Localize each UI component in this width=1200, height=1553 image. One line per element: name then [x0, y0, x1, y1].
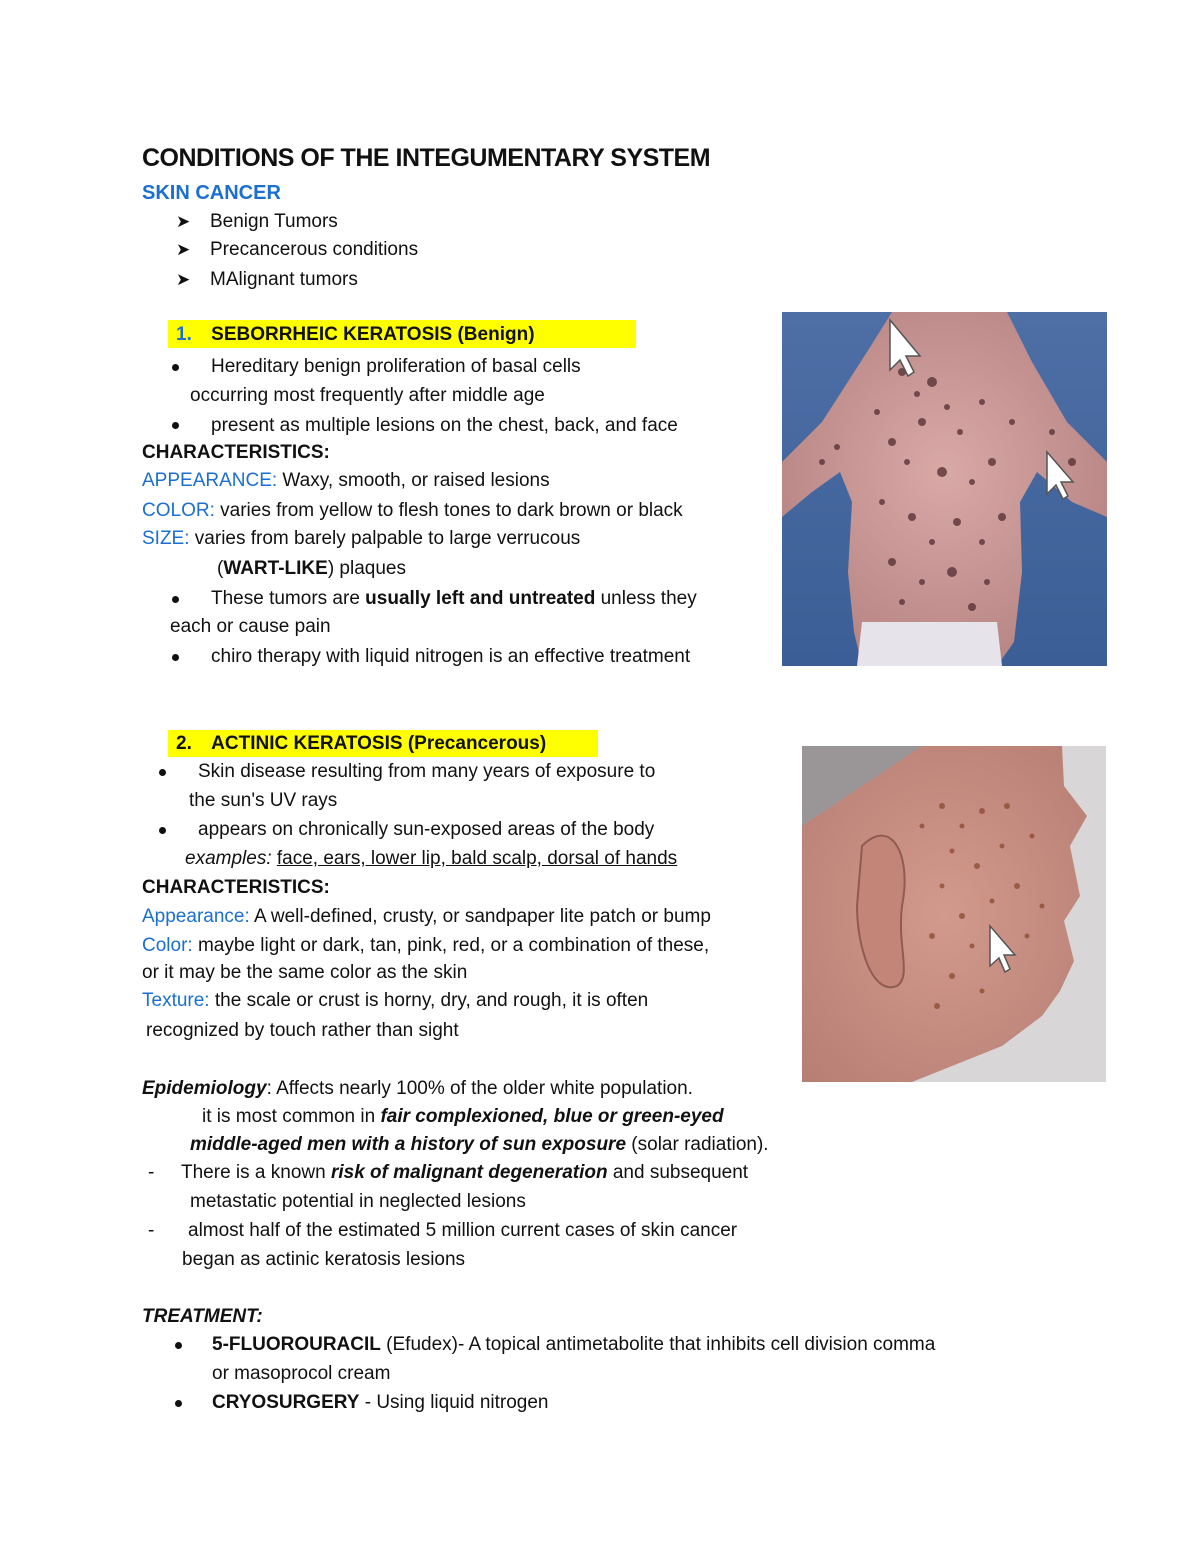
size-row-cont — [217, 557, 406, 581]
text-span: it is most common in — [202, 1106, 381, 1127]
arrow-bullet-icon: ➤ — [176, 270, 191, 289]
dash-bullet: - — [148, 1162, 155, 1183]
seborrheic-photo-svg — [782, 312, 1107, 666]
text-span: (solar radiation). — [626, 1134, 769, 1155]
treatment-item — [212, 1333, 935, 1357]
section-title: SEBORRHEIC KERATOSIS — [211, 324, 453, 345]
plaques-text: ) plaques — [327, 558, 406, 579]
characteristics-label: CHARACTERISTICS: — [142, 877, 330, 898]
epidemiology-line — [202, 1105, 724, 1129]
size-row — [142, 527, 580, 551]
arrow-bullet-icon: ➤ — [176, 240, 191, 259]
section-qualifier: (Precancerous) — [407, 733, 547, 754]
epidemiology-item: almost half of the estimated 5 million current cases of skin cancer — [188, 1220, 738, 1241]
color-row — [142, 934, 709, 958]
bullet-text-cont: each or cause pain — [170, 616, 331, 637]
drug-name: 5-FLUOROURACIL — [212, 1334, 381, 1355]
paren-open: ( — [217, 558, 224, 579]
bullet-icon — [159, 827, 166, 834]
bullet-text: present as multiple lesions on the chest, back, and face — [211, 415, 678, 436]
bullet-icon — [172, 596, 179, 603]
examples-row — [185, 847, 677, 871]
bullet-icon — [172, 654, 179, 661]
epidemiology-text: : Affects nearly 100% of the older white population. — [266, 1078, 693, 1099]
text-span: unless they — [595, 588, 697, 609]
appearance-row — [142, 469, 550, 493]
wart-like-text: WART-LIKE — [223, 558, 328, 579]
actinic-keratosis-photo — [802, 746, 1106, 1082]
color-row — [142, 499, 683, 523]
examples-label: examples: — [185, 848, 272, 869]
color-label: Color: — [142, 935, 193, 956]
epidemiology-item-cont: began as actinic keratosis lesions — [182, 1249, 466, 1270]
text-span: There is a known — [181, 1162, 331, 1183]
epidemiology-line — [190, 1133, 769, 1157]
bullet-icon — [172, 364, 179, 371]
seborrheic-keratosis-photo — [782, 312, 1107, 666]
bullet-icon — [172, 422, 179, 429]
texture-text: the scale or crust is horny, dry, and rough, it is often — [209, 990, 649, 1011]
texture-label: Texture: — [142, 990, 210, 1011]
section-1-heading — [176, 323, 535, 347]
section-2-heading — [176, 732, 546, 756]
list-item: Precancerous conditions — [210, 239, 419, 260]
bullet-text — [211, 587, 697, 611]
characteristics-label: CHARACTERISTICS: — [142, 442, 330, 463]
section-title: ACTINIC KERATOSIS — [211, 733, 403, 754]
bold-span: usually left and untreated — [365, 588, 596, 609]
bullet-icon — [175, 1400, 182, 1407]
appearance-row — [142, 905, 711, 929]
dash-bullet: - — [148, 1220, 155, 1241]
color-text: varies from yellow to flesh tones to dark brown or black — [214, 500, 683, 521]
skin-cancer-heading: SKIN CANCER — [142, 182, 281, 204]
appearance-label: APPEARANCE: — [142, 470, 278, 491]
page-title: CONDITIONS OF THE INTEGUMENTARY SYSTEM — [142, 144, 711, 172]
bold-italic-span: middle-aged men with a history of sun exposure — [190, 1134, 627, 1155]
size-label: SIZE: — [142, 528, 190, 549]
bold-italic-span: risk of malignant degeneration — [330, 1162, 608, 1183]
color-row-cont: or it may be the same color as the skin — [142, 962, 468, 983]
treatment-heading: TREATMENT: — [142, 1306, 263, 1327]
epidemiology-line — [142, 1077, 693, 1101]
appearance-text: A well-defined, crusty, or sandpaper lite patch or bump — [249, 906, 711, 927]
procedure-name: CRYOSURGERY — [212, 1392, 360, 1413]
list-item: Benign Tumors — [210, 211, 338, 232]
epidemiology-label: Epidemiology — [142, 1078, 267, 1099]
bullet-text-cont: the sun's UV rays — [189, 790, 338, 811]
section-number: 1. — [176, 324, 192, 345]
text-span: and subsequent — [607, 1162, 749, 1183]
list-item: MAlignant tumors — [210, 269, 358, 290]
size-text: varies from barely palpable to large verrucous — [189, 528, 581, 549]
appearance-text: Waxy, smooth, or raised lesions — [277, 470, 550, 491]
actinic-photo-svg — [802, 746, 1106, 1082]
section-number: 2. — [176, 733, 192, 754]
arrow-bullet-icon: ➤ — [176, 212, 191, 231]
bold-italic-span: fair complexioned, blue or green-eyed — [380, 1106, 724, 1127]
text-span: These tumors are — [211, 588, 366, 609]
color-label: COLOR: — [142, 500, 215, 521]
bullet-text: chiro therapy with liquid nitrogen is an effective treatment — [211, 646, 691, 667]
treatment-item — [212, 1391, 549, 1415]
bullet-text: Hereditary benign proliferation of basal cells — [211, 356, 581, 377]
section-qualifier: (Benign) — [457, 324, 535, 345]
drug-description: (Efudex)- A topical antimetabolite that inhibits cell division comma — [380, 1334, 936, 1355]
treatment-item-cont: or masoprocol cream — [212, 1363, 391, 1384]
texture-row — [142, 989, 648, 1013]
procedure-description: - Using liquid nitrogen — [359, 1392, 549, 1413]
bullet-text: Skin disease resulting from many years of exposure to — [198, 761, 656, 782]
examples-text: face, ears, lower lip, bald scalp, dorsal of hands — [276, 848, 678, 869]
epidemiology-item — [181, 1161, 748, 1185]
appearance-label: Appearance: — [142, 906, 250, 927]
bullet-text-cont: occurring most frequently after middle age — [190, 385, 545, 406]
bullet-icon — [175, 1342, 182, 1349]
texture-row-cont: recognized by touch rather than sight — [146, 1020, 459, 1041]
bullet-icon — [159, 769, 166, 776]
color-text: maybe light or dark, tan, pink, red, or a combination of these, — [192, 935, 710, 956]
epidemiology-item-cont: metastatic potential in neglected lesions — [190, 1191, 526, 1212]
bullet-text: appears on chronically sun-exposed areas of the body — [198, 819, 655, 840]
